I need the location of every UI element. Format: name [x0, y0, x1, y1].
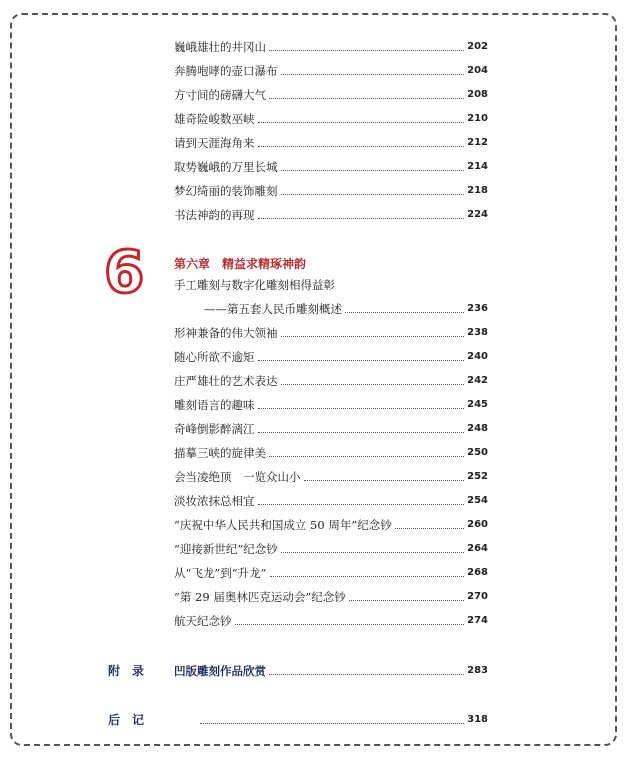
toc-entry[interactable] — [174, 34, 488, 54]
dot-leader — [269, 455, 464, 457]
dot-leader — [235, 623, 465, 625]
dot-leader — [258, 121, 465, 123]
toc-entry-page: 238 — [467, 327, 488, 338]
toc-entry-title: 形神兼备的伟大领袖 — [174, 326, 278, 340]
toc-entry-afterword[interactable] — [200, 707, 488, 727]
toc-entry-title: 描摹三峡的旋律美 — [174, 446, 266, 460]
toc-entry[interactable] — [174, 82, 488, 102]
dot-leader — [281, 193, 465, 195]
toc-entry-title: 梦幻绮丽的装饰雕刻 — [174, 184, 278, 198]
toc-entry-title: 奇峰倒影醉漓江 — [174, 422, 255, 436]
toc-entry-page: 264 — [467, 543, 488, 554]
toc-entry[interactable] — [174, 464, 488, 484]
toc-entry[interactable] — [174, 58, 488, 78]
dot-leader — [395, 527, 464, 529]
toc-entry-page: 260 — [467, 519, 488, 530]
toc-entry-title: 从“飞龙”到“升龙” — [174, 566, 267, 580]
toc-entry-title: 奔腾咆哮的壶口瀑布 — [174, 64, 278, 78]
toc-entry-title: 巍峨雄壮的井冈山 — [174, 40, 266, 54]
dot-leader — [281, 169, 465, 171]
toc-entry-page: 240 — [467, 351, 488, 362]
toc-entry-title: “第 29 届奥林匹克运动会”纪念钞 — [174, 590, 346, 604]
afterword-label: 后 记 — [108, 713, 145, 727]
toc-entry[interactable] — [174, 392, 488, 412]
dot-leader — [270, 575, 465, 577]
toc-entry-page: 208 — [467, 89, 488, 100]
toc-entry-page: 248 — [467, 423, 488, 434]
chapter-number: 6 — [104, 238, 145, 306]
toc-entry-page: 250 — [467, 447, 488, 458]
chapter-title: 精益求精琢神韵 — [222, 257, 307, 271]
toc-entry-title: 雕刻语言的趣味 — [174, 398, 255, 412]
toc-entry[interactable] — [174, 488, 488, 508]
chapter-intro-line1: 手工雕刻与数字化雕刻相得益彰 — [174, 278, 335, 292]
dot-leader — [258, 503, 465, 505]
toc-entry[interactable] — [174, 440, 488, 460]
dot-leader — [258, 145, 465, 147]
toc-entry-page: 254 — [467, 495, 488, 506]
toc-entry-page: 212 — [467, 137, 488, 148]
toc-entry-page: 210 — [467, 113, 488, 124]
toc-entry-title: 随心所欲不逾矩 — [174, 350, 255, 364]
chapter-label: 第六章 — [174, 257, 211, 271]
dot-leader — [345, 311, 464, 313]
dot-leader — [200, 722, 464, 724]
toc-entry[interactable] — [174, 178, 488, 198]
dot-leader — [258, 431, 465, 433]
dot-leader — [281, 383, 465, 385]
toc-entry-title: 航天纪念钞 — [174, 614, 232, 628]
toc-entry[interactable] — [174, 536, 488, 556]
toc-entry-title: 请到天涯海角来 — [174, 136, 255, 150]
toc-entry[interactable] — [174, 320, 488, 340]
toc-entry-title: 庄严雄壮的艺术表达 — [174, 374, 278, 388]
toc-entry[interactable] — [174, 368, 488, 388]
toc-entry-title: “庆祝中华人民共和国成立 50 周年”纪念钞 — [174, 518, 392, 532]
dot-leader — [281, 73, 465, 75]
toc-entry-title: “迎接新世纪”纪念钞 — [174, 542, 278, 556]
toc-entry[interactable] — [174, 106, 488, 126]
toc-entry[interactable] — [174, 154, 488, 174]
toc-entry[interactable] — [204, 296, 488, 316]
toc-entry-title: 雄奇险峻数巫峡 — [174, 112, 255, 126]
toc-entry-title: 方寸间的磅礴大气 — [174, 88, 266, 102]
toc-entry[interactable] — [174, 512, 488, 532]
toc-entry-page: 270 — [467, 591, 488, 602]
toc-entry-title: ——第五套人民币雕刻概述 — [204, 302, 342, 316]
dot-leader — [258, 407, 465, 409]
dot-leader — [281, 551, 464, 553]
toc-entry-page: 318 — [467, 714, 488, 725]
chapter-heading[interactable] — [174, 255, 306, 272]
toc-entry-title: 取势巍峨的万里长城 — [174, 160, 278, 174]
toc-entry[interactable] — [174, 584, 488, 604]
dot-leader — [304, 479, 465, 481]
toc-entry[interactable] — [174, 130, 488, 150]
toc-entry-title: 凹版雕刻作品欣赏 — [174, 664, 266, 678]
appendix-label: 附 录 — [108, 664, 145, 678]
toc-entry-title: 淡妆浓抹总相宜 — [174, 494, 255, 508]
toc-entry-page: 204 — [467, 65, 488, 76]
toc-entry[interactable] — [174, 608, 488, 628]
toc-entry-page: 202 — [467, 41, 488, 52]
toc-entry-page: 245 — [467, 399, 488, 410]
toc-entry[interactable] — [174, 560, 488, 580]
toc-entry-page: 242 — [467, 375, 488, 386]
dot-leader — [281, 335, 465, 337]
toc-entry-page: 268 — [467, 567, 488, 578]
toc-entry-appendix[interactable] — [174, 658, 488, 678]
toc-entry-title: 书法神韵的再现 — [174, 208, 255, 222]
toc-entry-page: 224 — [467, 209, 488, 220]
toc-entry-page: 218 — [467, 185, 488, 196]
dot-leader — [269, 673, 464, 675]
dot-leader — [258, 359, 465, 361]
toc-entry[interactable] — [174, 416, 488, 436]
toc-entry[interactable] — [174, 344, 488, 364]
dot-leader — [269, 49, 464, 51]
toc-entry-page: 252 — [467, 471, 488, 482]
toc-entry-page: 274 — [467, 615, 488, 626]
dot-leader — [258, 217, 465, 219]
toc-entry-page: 214 — [467, 161, 488, 172]
toc-entry-page: 236 — [467, 303, 488, 314]
toc-entry-page: 283 — [467, 665, 488, 676]
toc-entry-title: 会当凌绝顶 一览众山小 — [174, 470, 301, 484]
dot-leader — [269, 97, 464, 99]
dot-leader — [349, 599, 464, 601]
toc-entry[interactable] — [174, 202, 488, 222]
